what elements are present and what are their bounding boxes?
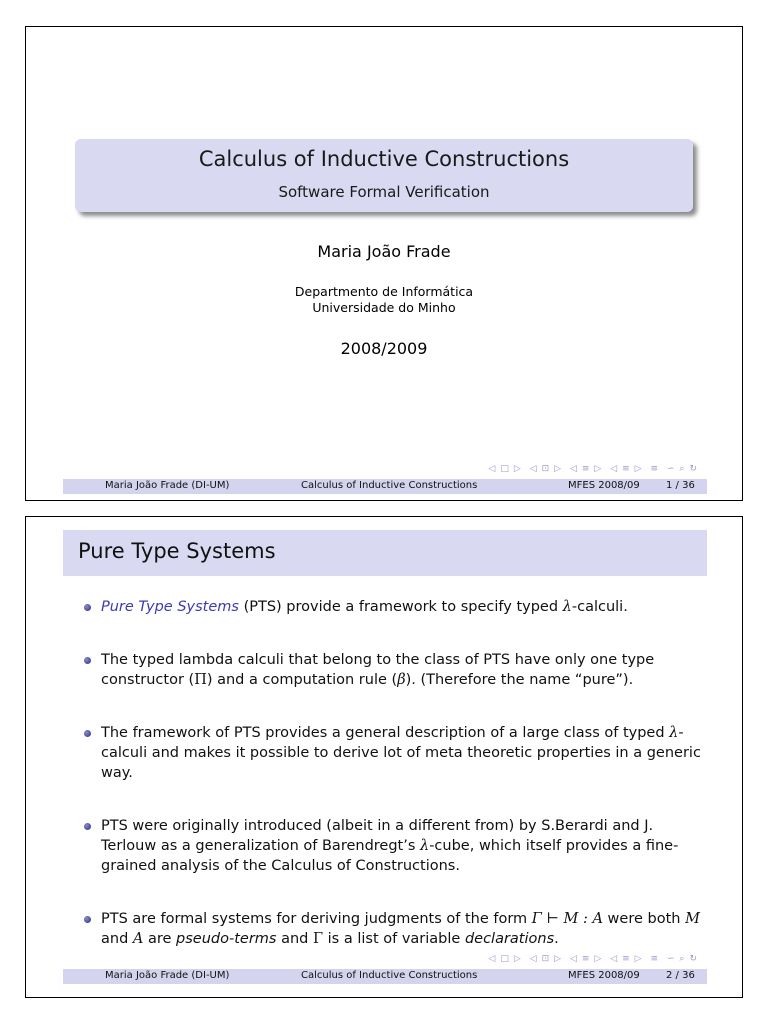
emphasized-term: pseudo-terms bbox=[176, 931, 277, 947]
bullet-icon bbox=[84, 823, 91, 830]
presentation-date: 2008/2009 bbox=[340, 339, 428, 358]
bullet-item bbox=[101, 723, 701, 783]
slide-1 bbox=[25, 26, 743, 501]
nav-next-icon[interactable]: ▷ bbox=[513, 954, 522, 964]
navigation-symbols[interactable] bbox=[486, 464, 700, 474]
bullet-text: ). (Therefore the name “pure”). bbox=[405, 672, 634, 688]
nav-next-icon[interactable]: ▷ bbox=[594, 954, 603, 964]
footer-course: MFES 2008/09 bbox=[568, 480, 640, 491]
nav-prev-icon[interactable]: ◁ bbox=[488, 464, 497, 474]
emphasized-term: declarations bbox=[464, 931, 555, 947]
nav-next-icon[interactable]: ▷ bbox=[513, 464, 522, 474]
highlighted-term: Pure Type Systems bbox=[101, 599, 239, 615]
math-symbol: M bbox=[685, 911, 700, 927]
bullet-text: The framework of PTS provides a general description of a large class of typed bbox=[101, 725, 670, 741]
nav-next-icon[interactable]: ▷ bbox=[554, 464, 563, 474]
slide-2 bbox=[25, 516, 743, 998]
nav-forward-icon[interactable]: ↻ bbox=[689, 954, 698, 964]
bullet-list bbox=[101, 597, 701, 949]
math-symbol: λ bbox=[562, 599, 572, 615]
bullet-icon bbox=[84, 916, 91, 923]
bullet-item bbox=[101, 816, 701, 876]
title-block bbox=[75, 139, 693, 212]
nav-next-icon[interactable]: ▷ bbox=[634, 954, 643, 964]
bullet-text: -calculi. bbox=[571, 599, 628, 615]
nav-document-icon[interactable]: ≡ bbox=[622, 954, 631, 964]
navigation-symbols[interactable] bbox=[486, 954, 700, 964]
math-symbol: β bbox=[397, 672, 406, 688]
bullet-icon bbox=[84, 604, 91, 611]
nav-frame-icon[interactable]: □ bbox=[500, 464, 510, 474]
math-symbol: λ bbox=[420, 838, 430, 854]
bullet-text: (PTS) provide a framework to specify typed bbox=[238, 599, 563, 615]
nav-next-icon[interactable]: ▷ bbox=[594, 464, 603, 474]
bullet-text: ) and a computation rule ( bbox=[206, 672, 398, 688]
nav-back-icon[interactable]: ∽ bbox=[666, 464, 676, 474]
bullet-text: The typed lambda calculi that belong to the class of PTS have only one type constructor ( bbox=[101, 652, 655, 688]
math-formula: Γ ⊢ M : A bbox=[531, 911, 603, 927]
bullet-icon bbox=[84, 730, 91, 737]
bullet-text: -cube, which itself provides a fine-grained analysis of the Calculus of Constructions. bbox=[101, 838, 679, 874]
presentation-subtitle: Software Formal Verification bbox=[278, 183, 490, 201]
footer-title: Calculus of Inductive Constructions bbox=[301, 480, 478, 491]
math-symbol: Π bbox=[194, 672, 207, 688]
author-name: Maria João Frade bbox=[317, 242, 451, 261]
bullet-text: were both bbox=[602, 911, 686, 927]
footer-page-number: 2 / 36 bbox=[666, 970, 695, 981]
bullet-text: and bbox=[276, 931, 313, 947]
nav-next-icon[interactable]: ▷ bbox=[634, 464, 643, 474]
nav-toc-icon[interactable]: ≡ bbox=[650, 954, 659, 964]
bullet-item bbox=[101, 909, 701, 949]
footer-title: Calculus of Inductive Constructions bbox=[301, 970, 478, 981]
nav-search-icon[interactable]: ⌕ bbox=[679, 464, 686, 474]
presentation-title: Calculus of Inductive Constructions bbox=[198, 147, 570, 171]
nav-section-icon[interactable]: ≡ bbox=[581, 464, 591, 474]
nav-document-icon[interactable]: ≡ bbox=[622, 464, 631, 474]
math-symbol: λ bbox=[669, 725, 679, 741]
nav-prev-icon[interactable]: ◁ bbox=[488, 954, 497, 964]
institute-line-1: Departmento de Informática bbox=[294, 284, 474, 299]
bullet-text: PTS were originally introduced (albeit in a different from) by S.Berardi and J. Terlouw as a generalization of Barendregt’s bbox=[101, 818, 654, 854]
nav-back-icon[interactable]: ∽ bbox=[666, 954, 676, 964]
nav-frame-icon[interactable]: □ bbox=[500, 954, 510, 964]
bullet-text: . bbox=[554, 931, 559, 947]
bullet-item bbox=[101, 597, 701, 617]
nav-prev-icon[interactable]: ◁ bbox=[610, 954, 619, 964]
bullet-icon bbox=[84, 657, 91, 664]
bullet-text: and bbox=[101, 931, 133, 947]
nav-next-icon[interactable]: ▷ bbox=[554, 954, 563, 964]
nav-search-icon[interactable]: ⌕ bbox=[679, 954, 686, 964]
frame-title: Pure Type Systems bbox=[78, 539, 276, 563]
nav-prev-icon[interactable]: ◁ bbox=[610, 464, 619, 474]
institute-line-2: Universidade do Minho bbox=[312, 300, 456, 315]
footer-author: Maria João Frade (DI-UM) bbox=[105, 970, 230, 981]
nav-forward-icon[interactable]: ↻ bbox=[689, 464, 698, 474]
nav-subsection-icon[interactable]: ⊡ bbox=[541, 464, 551, 474]
nav-prev-icon[interactable]: ◁ bbox=[529, 954, 538, 964]
bullet-text: are bbox=[143, 931, 177, 947]
bullet-text: PTS are formal systems for deriving judgments of the form bbox=[101, 911, 532, 927]
math-symbol: Γ bbox=[312, 931, 324, 947]
footline bbox=[63, 969, 707, 984]
nav-prev-icon[interactable]: ◁ bbox=[569, 464, 578, 474]
nav-prev-icon[interactable]: ◁ bbox=[529, 464, 538, 474]
frame-title-bar bbox=[63, 530, 707, 576]
bullet-text: is a list of variable bbox=[323, 931, 465, 947]
footer-author: Maria João Frade (DI-UM) bbox=[105, 480, 230, 491]
bullet-item bbox=[101, 650, 701, 690]
nav-prev-icon[interactable]: ◁ bbox=[569, 954, 578, 964]
nav-subsection-icon[interactable]: ⊡ bbox=[541, 954, 551, 964]
footer-page-number: 1 / 36 bbox=[666, 480, 695, 491]
nav-section-icon[interactable]: ≡ bbox=[581, 954, 591, 964]
nav-toc-icon[interactable]: ≡ bbox=[650, 464, 659, 474]
math-symbol: A bbox=[132, 931, 144, 947]
footline bbox=[63, 479, 707, 494]
footer-course: MFES 2008/09 bbox=[568, 970, 640, 981]
bullet-text: -calculi and makes it possible to derive lot of meta theoretic properties in a generic way. bbox=[101, 725, 701, 781]
